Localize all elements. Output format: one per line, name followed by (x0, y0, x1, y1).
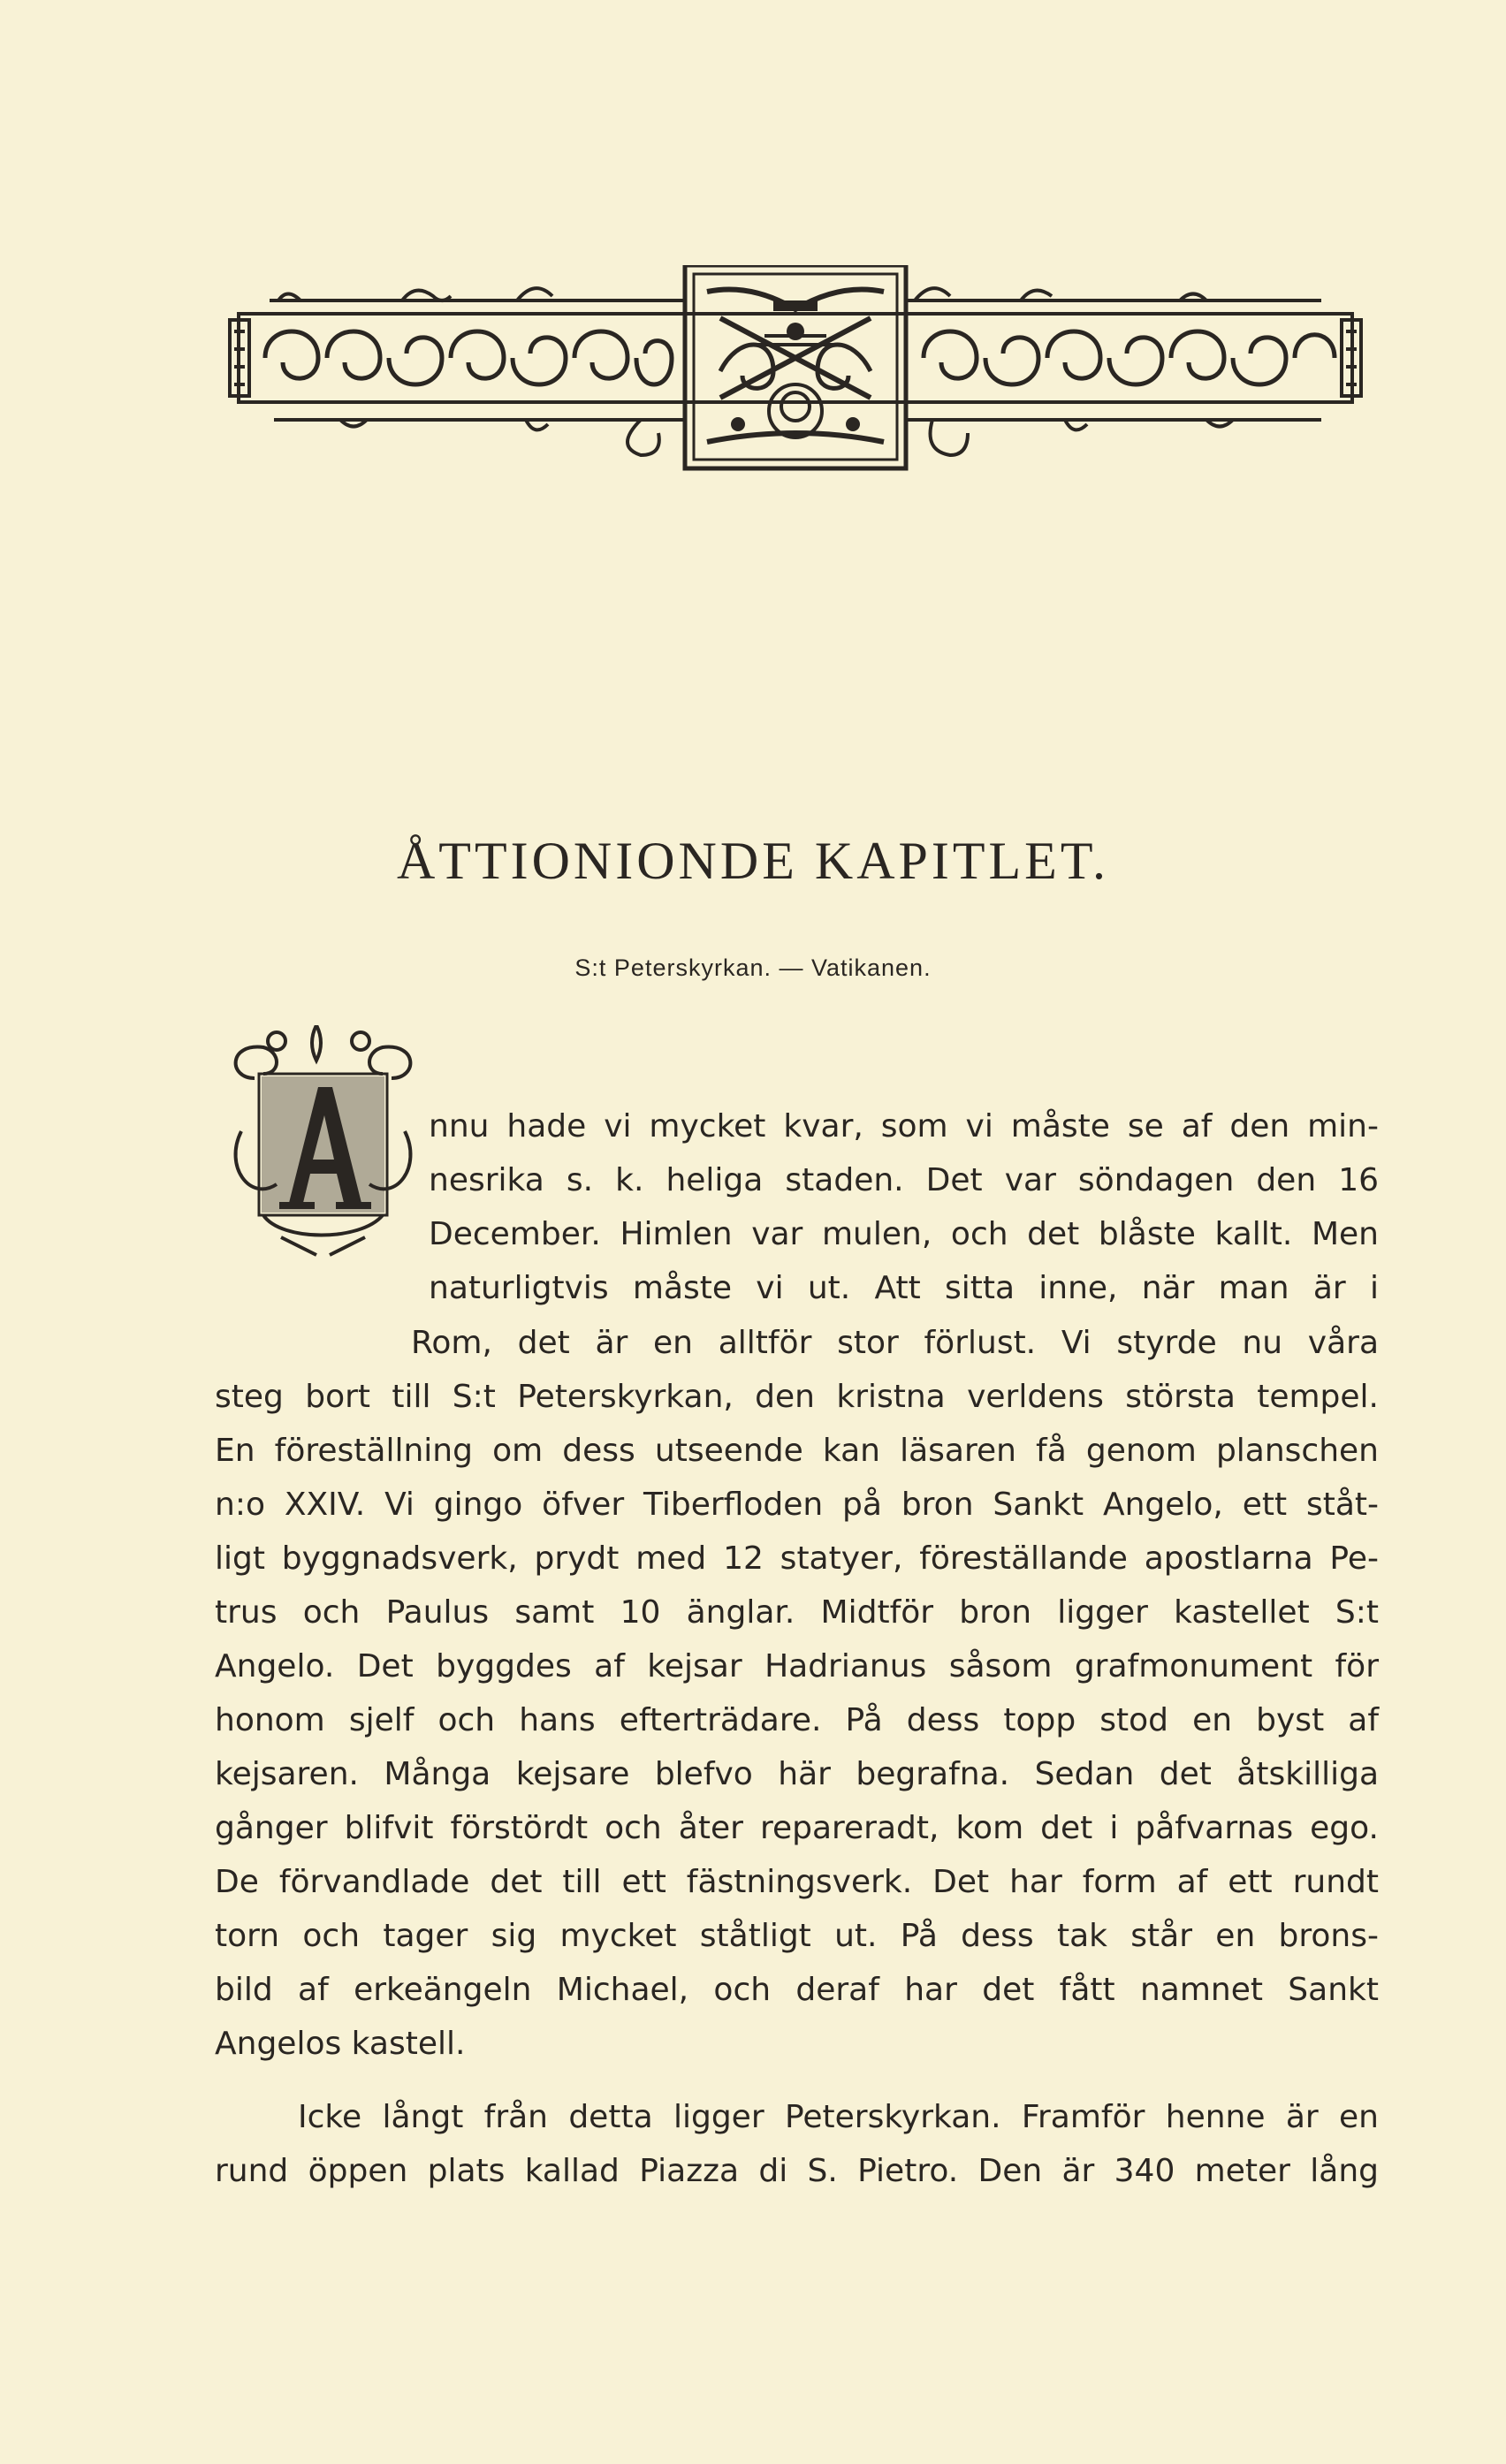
text-line: n:o XXIV. Vi gingo öfver Tiberfloden på bron Sankt Angelo, ett ståt- (215, 1487, 1379, 1523)
text-line: nnu hade vi mycket kvar, som vi måste se af den min- (429, 1108, 1379, 1145)
text-line: honom sjelf och hans efterträdare. På dess topp stod en byst af (215, 1702, 1379, 1738)
text-line: steg bort till S:t Peterskyrkan, den kristna verldens största tempel. (215, 1379, 1379, 1415)
text-line: gånger blifvit förstördt och åter repareradt, kom det i påfvarnas ego. (215, 1810, 1379, 1846)
text-line: ligt byggnadsverk, prydt med 12 statyer, föreställande apostlarna Pe- (215, 1540, 1379, 1577)
text-line: December. Himlen var mulen, och det blåste kallt. Men (429, 1216, 1379, 1252)
text-line: Rom, det är en alltför stor förlust. Vi styrde nu våra (411, 1325, 1379, 1361)
text-line: Angelos kastell. (215, 2026, 466, 2062)
text-line: kejsaren. Många kejsare blefvo här begrafna. Sedan det åtskilliga (215, 1756, 1379, 1792)
text-line: nesrika s. k. heliga staden. Det var söndagen den 16 (429, 1162, 1379, 1198)
text-line: De förvandlade det till ett fästningsverk. Det har form af ett rundt (215, 1864, 1379, 1900)
text-line: En föreställning om dess utseende kan läsaren få genom planschen (215, 1433, 1379, 1469)
chapter-title: ÅTTIONIONDE KAPITLET. (396, 832, 1110, 890)
text-line: trus och Paulus samt 10 änglar. Midtför bron ligger kastellet S:t (215, 1594, 1379, 1631)
chapter-subtitle: S:t Peterskyrkan. — Vatikanen. (574, 954, 932, 981)
text-line: torn och tager sig mycket ståtligt ut. På dess tak står en brons- (215, 1918, 1379, 1954)
text-line: Angelo. Det byggdes af kejsar Hadrianus såsom grafmonument för (215, 1648, 1379, 1684)
text-line: Icke långt från detta ligger Peterskyrkan. Framför henne är en (298, 2099, 1379, 2135)
text-line: bild af erkeängeln Michael, och deraf har det fått namnet Sankt (215, 1972, 1379, 2008)
text-line: naturligtvis måste vi ut. Att sitta inne, när man är i (429, 1270, 1379, 1306)
text-line: rund öppen plats kallad Piazza di S. Pietro. Den är 340 meter lång (215, 2153, 1379, 2189)
